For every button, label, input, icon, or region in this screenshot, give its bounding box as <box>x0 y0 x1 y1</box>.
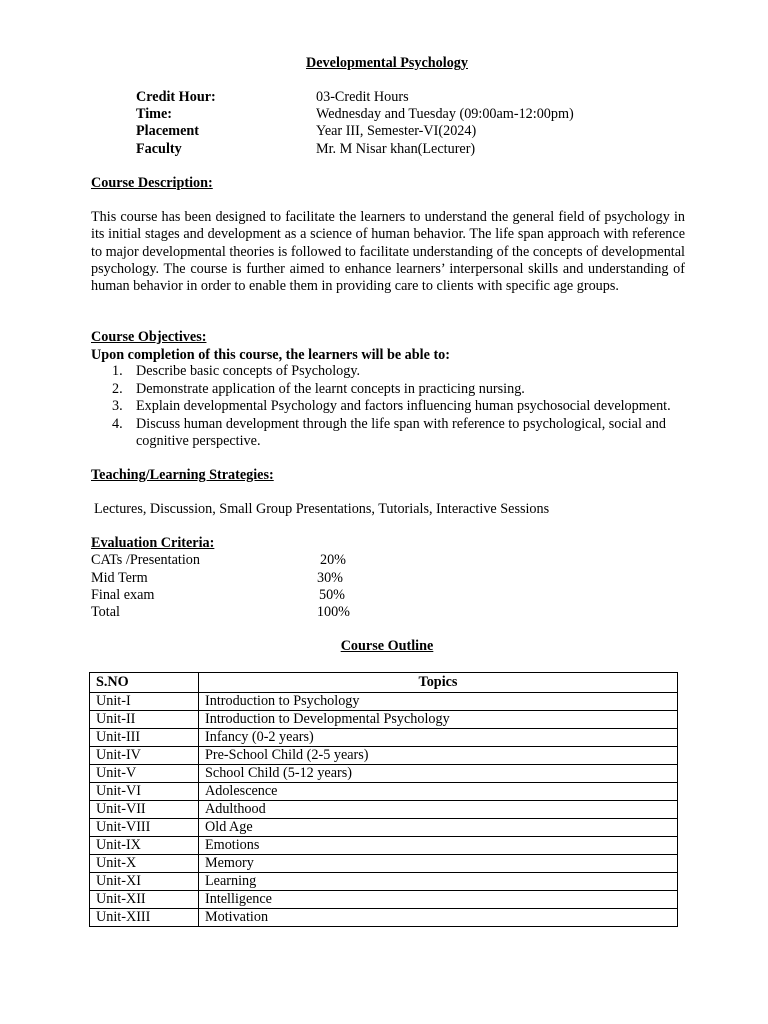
topic-cell: Old Age <box>199 819 678 837</box>
course-description-heading: Course Description: <box>91 175 213 191</box>
table-row <box>90 765 678 783</box>
placement-label: Placement <box>136 123 200 139</box>
topics-column-header: Topics <box>199 673 678 693</box>
topic-cell: Adulthood <box>199 801 678 819</box>
course-outline-table <box>89 672 678 927</box>
credit-hour-value: 03-Credit Hours <box>316 89 409 105</box>
eval-label-total: Total <box>91 604 120 620</box>
table-row <box>90 783 678 801</box>
table-header-row <box>90 673 678 693</box>
unit-cell: Unit-IV <box>90 747 199 765</box>
table-row <box>90 891 678 909</box>
table-row <box>90 711 678 729</box>
table-row <box>90 729 678 747</box>
objective-number: 4. <box>112 415 123 432</box>
table-row <box>90 819 678 837</box>
unit-cell: Unit-VII <box>90 801 199 819</box>
topic-cell: Pre-School Child (2-5 years) <box>199 747 678 765</box>
teaching-strategies-text: Lectures, Discussion, Small Group Presentations, Tutorials, Interactive Sessions <box>94 501 550 517</box>
objective-item <box>112 398 687 415</box>
faculty-value: Mr. M Nisar khan(Lecturer) <box>316 141 476 157</box>
topic-cell: Introduction to Developmental Psychology <box>199 711 678 729</box>
eval-label-final: Final exam <box>91 587 155 603</box>
topic-cell: Motivation <box>199 909 678 927</box>
teaching-strategies-heading: Teaching/Learning Strategies: <box>91 467 274 483</box>
course-objectives-heading: Course Objectives: <box>91 329 207 345</box>
unit-cell: Unit-VIII <box>90 819 199 837</box>
topic-cell: Emotions <box>199 837 678 855</box>
unit-cell: Unit-I <box>90 693 199 711</box>
table-row <box>90 837 678 855</box>
unit-cell: Unit-XIII <box>90 909 199 927</box>
topic-cell: Introduction to Psychology <box>199 693 678 711</box>
table-row <box>90 873 678 891</box>
objective-number: 3. <box>112 398 123 415</box>
eval-label-cats: CATs /Presentation <box>91 552 200 568</box>
eval-value-final: 50% <box>318 587 345 603</box>
table-row <box>90 747 678 765</box>
sno-column-header: S.NO <box>90 673 199 693</box>
evaluation-criteria-heading: Evaluation Criteria: <box>91 535 215 551</box>
objective-number: 2. <box>112 380 123 397</box>
objective-text: Discuss human development through the life span with reference to psychological, social and cognitive perspective. <box>136 415 666 450</box>
document-title: Developmental Psychology <box>306 55 468 71</box>
objective-number: 1. <box>112 363 123 379</box>
topic-cell: Infancy (0-2 years) <box>199 729 678 747</box>
unit-cell: Unit-V <box>90 765 199 783</box>
objectives-list <box>112 363 687 451</box>
objective-item <box>112 363 687 380</box>
eval-value-cats: 20% <box>319 552 346 568</box>
credit-hour-label: Credit Hour: <box>136 89 216 105</box>
course-outline-heading: Course Outline <box>340 638 434 654</box>
objective-text: Demonstrate application of the learnt concepts in practicing nursing. <box>136 380 525 397</box>
unit-cell: Unit-IX <box>90 837 199 855</box>
topic-cell: Intelligence <box>199 891 678 909</box>
placement-value: Year III, Semester-VI(2024) <box>316 123 477 139</box>
eval-value-midterm: 30% <box>316 570 343 586</box>
objective-item <box>112 416 687 451</box>
course-description-text: This course has been designed to facilitate the learners to understand the general field of psychology in its initial stages and development as a science of human behavior. The life span approach with reference to major developmental theories is followed to facilitate understanding of the concepts of developmental psychology. The course is further aimed to enhance learners’ interpersonal skills and understanding of human behavior in order to enable them in providing care to clients with specific age groups. <box>91 209 685 295</box>
objective-item <box>112 381 687 398</box>
objective-text: Explain developmental Psychology and factors influencing human psychosocial development. <box>136 398 671 415</box>
course-objectives-intro: Upon completion of this course, the learners will be able to: <box>91 347 450 363</box>
topic-cell: Learning <box>199 873 678 891</box>
faculty-label: Faculty <box>136 141 182 157</box>
topic-cell: School Child (5-12 years) <box>199 765 678 783</box>
topic-cell: Memory <box>199 855 678 873</box>
unit-cell: Unit-II <box>90 711 199 729</box>
time-value: Wednesday and Tuesday (09:00am-12:00pm) <box>316 106 574 122</box>
table-row <box>90 693 678 711</box>
eval-value-total: 100% <box>316 604 350 620</box>
topic-cell: Adolescence <box>199 783 678 801</box>
table-row <box>90 801 678 819</box>
unit-cell: Unit-VI <box>90 783 199 801</box>
table-row <box>90 855 678 873</box>
unit-cell: Unit-X <box>90 855 199 873</box>
objective-text: Describe basic concepts of Psychology. <box>136 363 361 379</box>
eval-label-midterm: Mid Term <box>91 570 148 586</box>
table-row <box>90 909 678 927</box>
unit-cell: Unit-III <box>90 729 199 747</box>
time-label: Time: <box>136 106 172 122</box>
unit-cell: Unit-XII <box>90 891 199 909</box>
unit-cell: Unit-XI <box>90 873 199 891</box>
